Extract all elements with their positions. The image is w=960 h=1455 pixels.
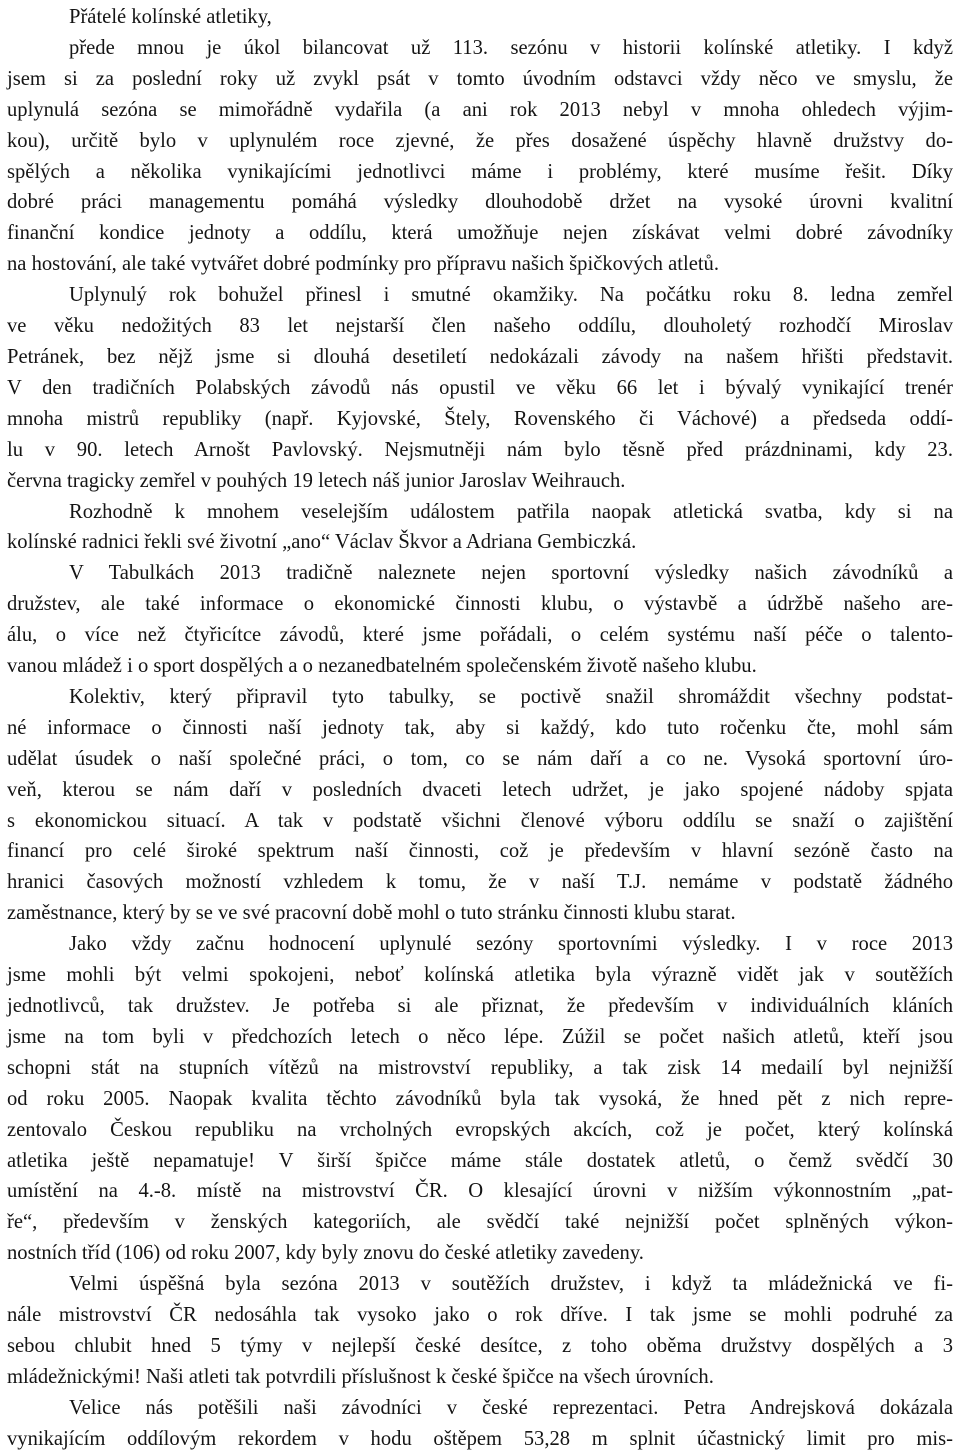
text-line: Kolektiv, který připravil tyto tabulky, se poctivě snažil shromáždit všechny podstat- [69,685,953,708]
text-line: schopni stát na stupních vítězů na mistrovství republiky, a tak zisk 14 medailí byl nejnižší [7,1056,953,1079]
text-line: veň, kterou se nám daří v posledních dvaceti letech udržet, je jako spojené nádoby spjata [7,778,953,801]
text-line: června tragicky zemřel v pouhých 19 letech náš junior Jaroslav Weihrauch. [7,469,626,492]
text-line: finanční kondice jednoty a oddílu, která umožňuje nejen získávat velmi dobré závodníky [7,222,953,245]
text-line: dobré práci managementu pomáhá výsledky dlouhodobě držet na vysoké úrovni kvalitní [7,191,953,214]
salutation: Přátelé kolínské atletiky, [69,6,272,28]
text-line: kou), určitě bylo v uplynulém roce zjevné, že přes dosažené úspěchy hlavně družstvy do- [7,129,953,152]
body-text [7,33,953,1455]
text-line: přede mnou je úkol bilancovat už 113. sezónu v historii kolínské atletiky. I když [69,36,953,59]
text-line: Petránek, bez nějž jsme si dlouhá desetiletí nedokázali závody na našem hřišti představit. [7,345,953,368]
text-line: Uplynulý rok bohužel přinesl i smutné okamžiky. Na počátku roku 8. ledna zemřel [69,284,953,307]
text-line: hranici časových možností vzhledem k tomu, že v naší T.J. nemáme v podstatě žádného [7,871,953,894]
text-line: družstev, ale také informace o ekonomické činnosti klubu, o výstavbě a údržbě našeho are- [7,593,953,616]
text-line: Rozhodně k mnohem veselejším událostem patřila naopak atletická svatba, kdy si na [69,500,953,523]
text-line: jsme na tom byli v předchozích letech o něco lépe. Zúžil se počet našich atletů, kteří jsou [7,1025,953,1048]
text-line: na hostování, ale také vytvářet dobré podmínky pro přípravu našich špičkových atletů. [7,253,720,276]
text-line: ře“, především v ženských kategoriích, ale svědčí také nejnižší počet splněných výkon- [7,1211,953,1234]
text-line: vynikajícím oddílovým rekordem v hodu oštěpem 53,28 m splnit účastnický limit pro mis- [7,1427,953,1450]
text-line: Velice nás potěšili naši závodníci v české reprezentaci. Petra Andrejsková dokázala [69,1396,953,1419]
text-line: sebou chlubit hned 5 týmy v nejlepší české desítce, z toho oběma družstvy dospělých a 3 [7,1334,953,1357]
text-line: financí pro celé široké spektrum naší činnosti, což je především v hlavní sezóně často na [7,840,953,863]
text-line: kolínské radnici řekli své životní „ano“ Václav Škvor a Adriana Gembiczká. [7,531,637,554]
text-line: atletika ještě nepamatuje! V širší špičce máme stále dostatek atletů, o čemž svědčí 30 [7,1149,953,1172]
text-line: jednotlivců, tak družstev. Je potřeba si ale přiznat, že především v individuálních kláních [7,995,953,1017]
text-line: uplynulá sezóna se mimořádně vydařila (a ani rok 2013 nebyl v mnoha ohledech výjim- [7,98,953,121]
text-line: nále mistrovství ČR nedosáhla tak vysoko jako o rok dříve. I tak jsme se mohli podruhé za [7,1304,953,1327]
text-line: jsem si za poslední roky už zvykl psát v tomto úvodním odstavci vždy něco ve smyslu, že [7,67,953,90]
text-line: od roku 2005. Naopak kvalita těchto závodníků byla tak vysoká, že hned pět z nich repre- [7,1087,953,1110]
text-line: s ekonomickou situací. A tak v podstatě všichni členové výboru oddílu se snaží o zajištění [7,809,953,832]
text-line: spělých a několika vynikajícími jednotlivci máme i problémy, které musíme řešit. Díky [7,160,953,183]
text-line: V Tabulkách 2013 tradičně naleznete nejen sportovní výsledky našich závodníků a [69,562,953,585]
text-line: nostních tříd (106) od roku 2007, kdy byly znovu do české atletiky zavedeny. [7,1242,644,1265]
text-line: mládežnickými! Naši atleti tak potvrdili příslušnost k české špičce na všech úrovních. [7,1365,714,1388]
text-line: álu, o více než čtyřicítce závodů, které jsme pořádali, o celém systému naší péče o talento- [7,624,953,647]
text-line: zentovalo Českou republiku na vrcholných evropských akcích, což je počet, který kolínská [7,1118,953,1141]
text-line: jsme mohli být velmi spokojeni, neboť kolínská atletika byla výrazně vidět jak v soutěžích [7,964,953,987]
text-line: vanou mládež i o sport dospělých a o nezanedbatelném společenském životě našeho klubu. [7,655,757,678]
text-line: zaměstnance, který by se ve své pracovní době mohl o tuto stránku činnosti klubu starat. [7,902,736,925]
text-line: Velmi úspěšná byla sezóna 2013 v soutěžích družstev, i když ta mládežnická ve fi- [69,1273,953,1296]
text-line: lu v 90. letech Arnošt Pavlovský. Nejsmutněji nám bylo těsně před prázdninami, kdy 23. [7,438,953,461]
text-line: né informace o činnosti naší jednoty tak, aby si každý, kdo tuto ročenku čte, mohl sám [7,716,953,739]
text-line: mnoha mistrů republiky (např. Kyjovské, Štely, Rovenského či Váchové) a předseda oddí- [7,407,953,430]
text-line: V den tradičních Polabských závodů nás opustil ve věku 66 let i bývalý vynikající trenér [7,376,953,399]
text-line: umístění na 4.-8. místě na mistrovství ČR. O klesající úrovni v nižším výkonnostním „pat- [7,1180,953,1203]
text-line: Jako vždy začnu hodnocení uplynulé sezóny sportovními výsledky. I v roce 2013 [69,933,953,956]
text-line: ve věku nedožitých 83 let nejstarší člen našeho oddílu, dlouholetý rozhodčí Miroslav [7,315,953,338]
text-line: udělat úsudek o naší společné práci, o tom, co se nám daří a co ne. Vysoká sportovní úro- [7,747,953,770]
